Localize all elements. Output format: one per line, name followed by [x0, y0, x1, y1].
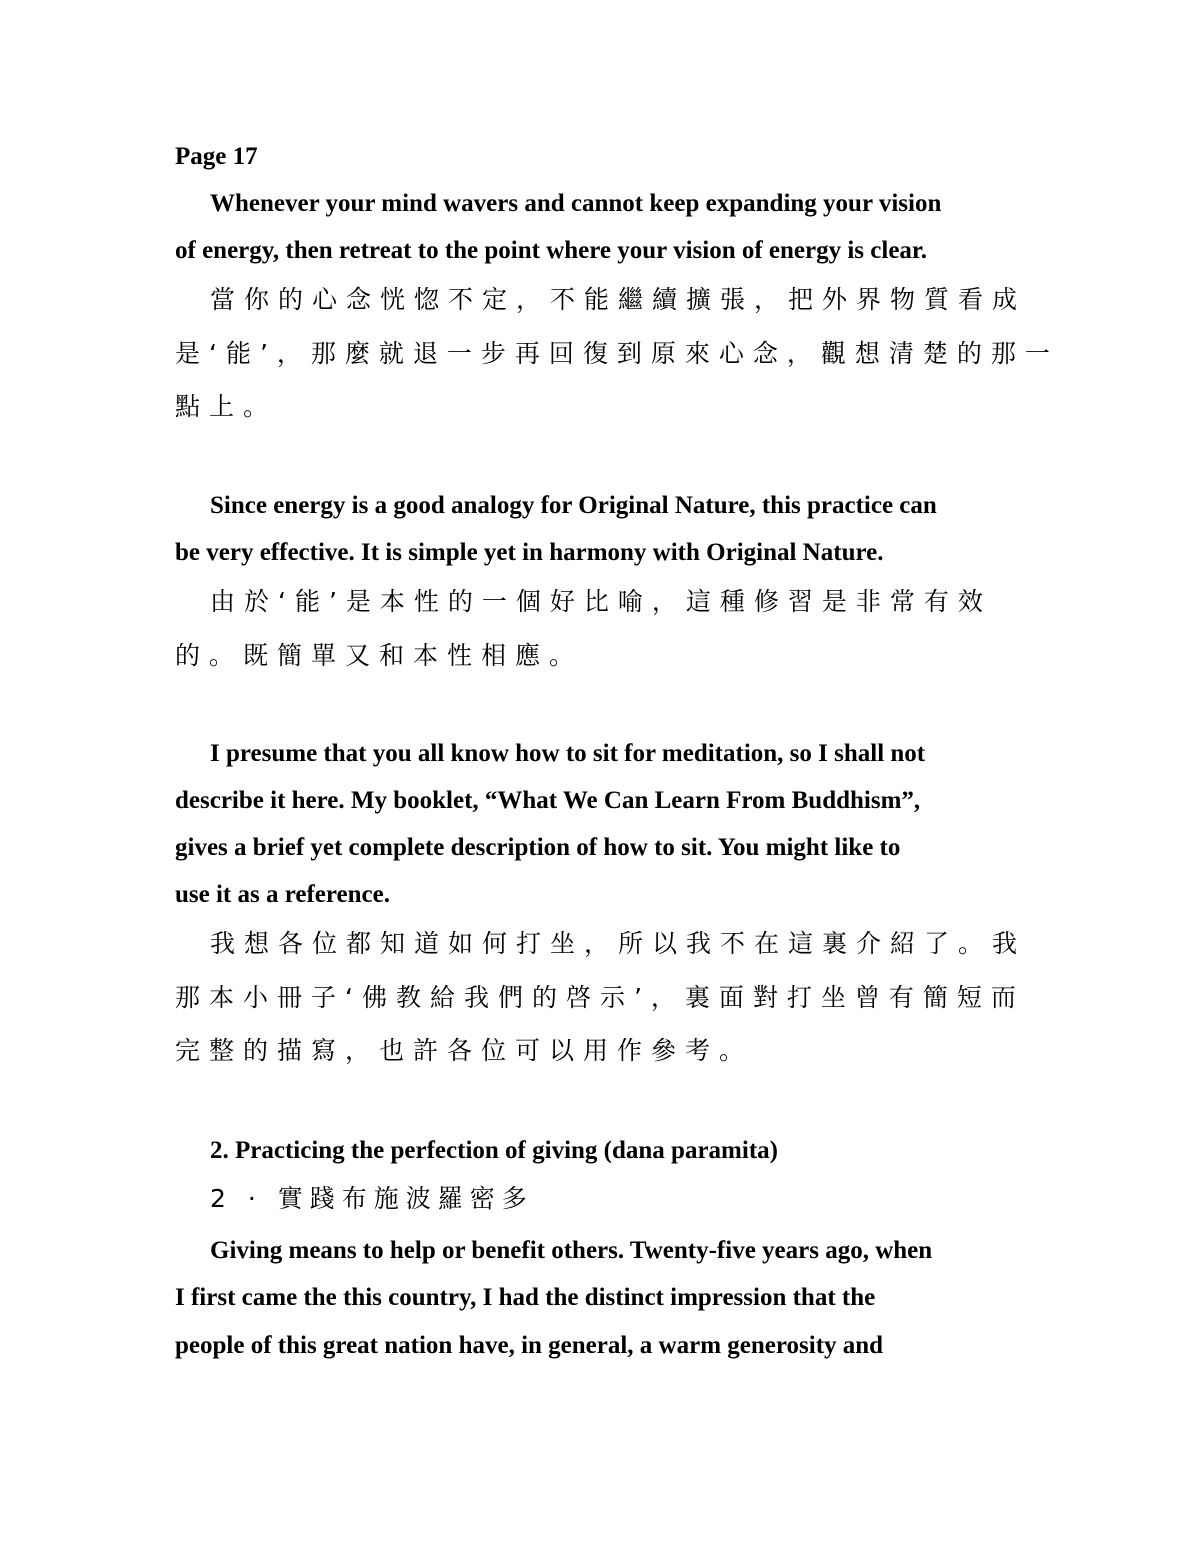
paragraph-1-line-1: Whenever your mind wavers and cannot keep expanding your vision	[210, 190, 942, 217]
paragraph-2-line-1: Since energy is a good analogy for Original Nature, this practice can	[210, 492, 937, 519]
paragraph-2-chinese-line-1: 由於‘能’是本性的一個好比喻，這種修習是非常有效	[210, 587, 992, 616]
paragraph-3-line-1: I presume that you all know how to sit for meditation, so I shall not	[210, 740, 926, 767]
paragraph-4-line-2: I first came the this country, I had the distinct impression that the	[175, 1284, 876, 1311]
paragraph-3-line-4: use it as a reference.	[175, 881, 390, 908]
paragraph-4-line-3: people of this great nation have, in general, a warm generosity and	[175, 1332, 884, 1359]
section-2-heading-chinese: 2 · 實踐布施波羅密多	[210, 1184, 534, 1213]
paragraph-3-chinese-line-3: 完整的描寫，也許各位可以用作參考。	[175, 1036, 754, 1065]
paragraph-2-line-2: be very effective. It is simple yet in harmony with Original Nature.	[175, 539, 884, 566]
paragraph-2-chinese-line-2: 的。既簡單又和本性相應。	[175, 641, 584, 670]
page-number: Page 17	[175, 143, 258, 170]
paragraph-3-line-3: gives a brief yet complete description of how to sit. You might like to	[175, 834, 901, 861]
paragraph-3-line-2: describe it here. My booklet, “What We Can Learn From Buddhism”,	[175, 787, 921, 814]
paragraph-3-chinese-line-1: 我想各位都知道如何打坐，所以我不在這裏介紹了。我	[210, 929, 1027, 958]
section-2-heading: 2. Practicing the perfection of giving (dana paramita)	[210, 1137, 778, 1164]
paragraph-1-line-2: of energy, then retreat to the point where your vision of energy is clear.	[175, 237, 927, 264]
paragraph-1-chinese-line-3: 點上。	[175, 392, 278, 421]
paragraph-3-chinese-line-2: 那本小冊子‘佛教給我們的啓示’，裏面對打坐曾有簡短而	[175, 983, 1025, 1012]
paragraph-1-chinese-line-1: 當你的心念恍惚不定，不能繼續擴張，把外界物質看成	[210, 285, 1027, 314]
paragraph-1-chinese-line-2: 是‘能’，那麼就退一步再回復到原來心念，觀想清楚的那一	[175, 339, 1059, 368]
paragraph-4-line-1: Giving means to help or benefit others. Twenty-five years ago, when	[210, 1237, 933, 1264]
